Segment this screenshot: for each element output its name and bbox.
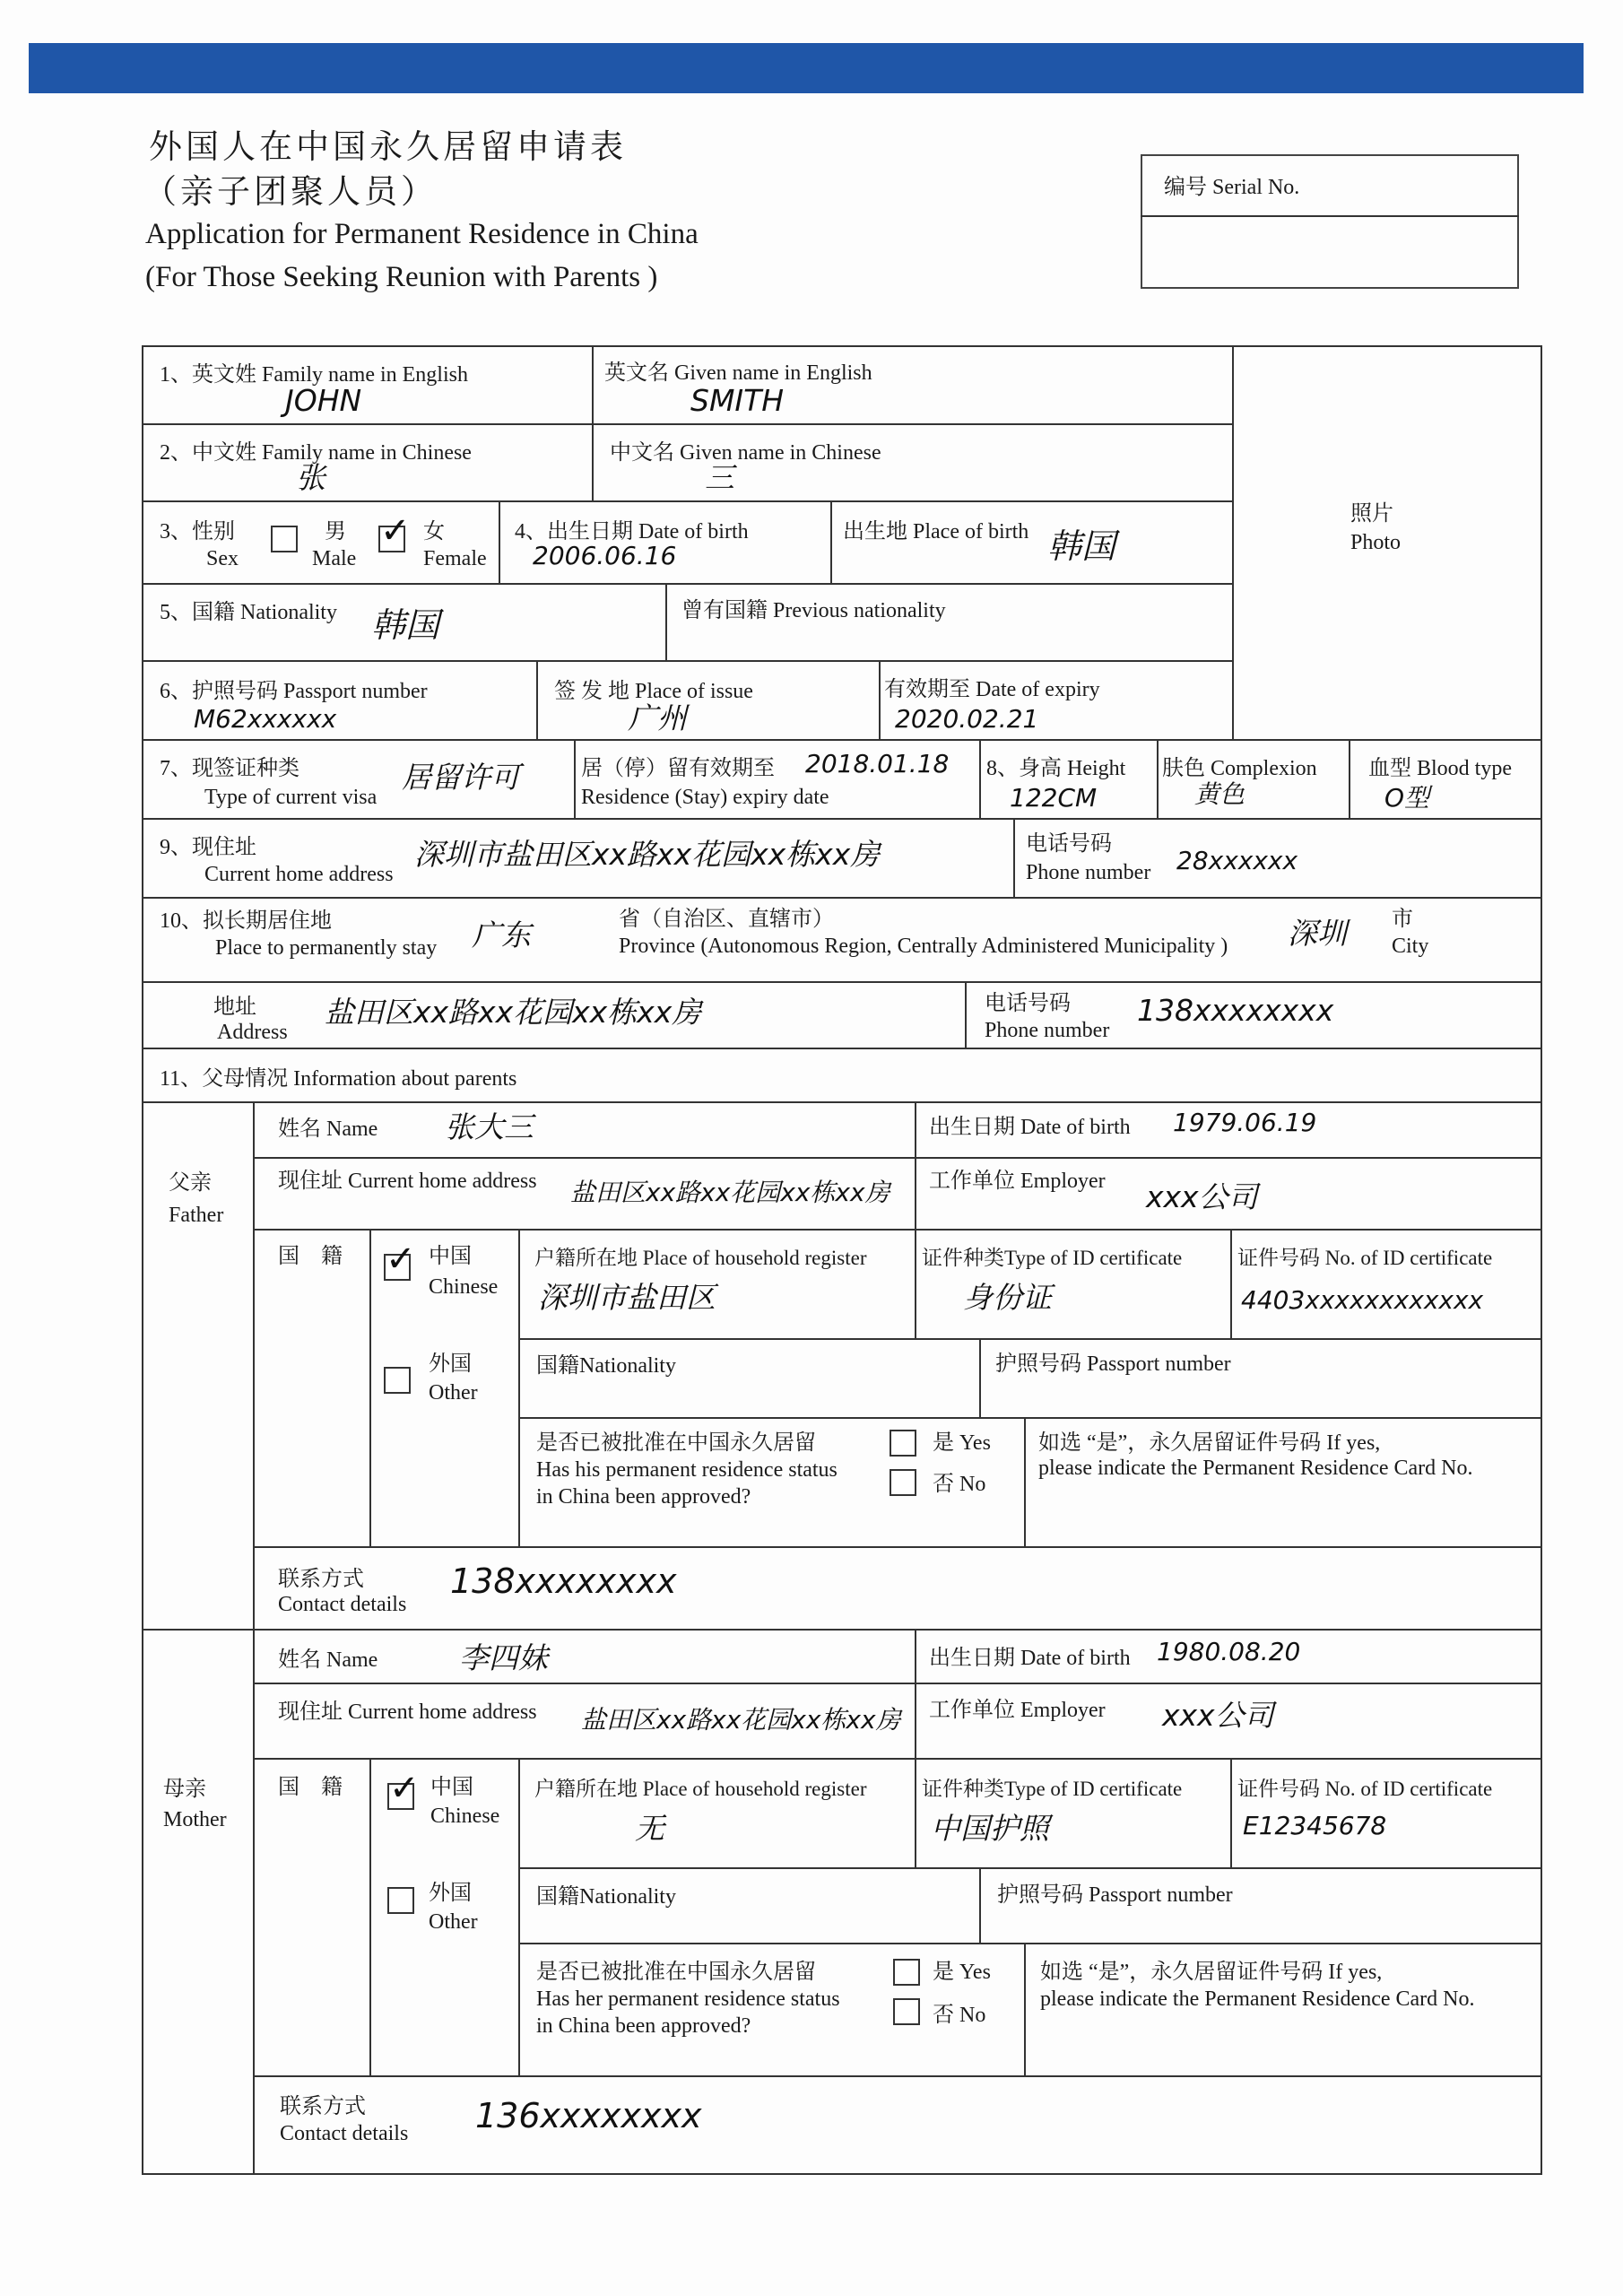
address-phone-value[interactable]: 138xxxxxxxx [1137, 993, 1334, 1028]
mother-id-type-label: 证件种类Type of ID certificate [922, 1778, 1183, 1800]
mother-employer-value[interactable]: xxx公司 [1162, 1698, 1274, 1733]
mother-dob-value[interactable]: 1980.08.20 [1157, 1637, 1301, 1666]
address-phone-label-en: Phone number [985, 1019, 1110, 1042]
form-subtitle-en: (For Those Seeking Reunion with Parents ) [145, 261, 658, 293]
father-other-label-cn: 外国 [429, 1352, 472, 1376]
form-title-en: Application for Permanent Residence in China [145, 218, 699, 250]
father-home-value[interactable]: 盐田区xx路xx花园xx栋xx房 [570, 1178, 890, 1207]
father-employer-label: 工作单位 Employer [929, 1170, 1106, 1193]
pob-value[interactable]: 韩国 [1047, 526, 1116, 566]
father-id-no-value[interactable]: 4403xxxxxxxxxxxx [1241, 1285, 1484, 1315]
province-label-cn: 省（自治区、直辖市） [619, 908, 834, 931]
mother-other-label-cn: 外国 [429, 1882, 472, 1905]
previous-nationality-label: 曾有国籍 Previous nationality [681, 599, 946, 622]
visa-type-label-cn: 7、现签证种类 [160, 757, 299, 780]
mother-label-cn: 母亲 [163, 1778, 206, 1801]
father-approved-no-checkbox[interactable] [890, 1469, 916, 1496]
height-label: 8、身高 Height [986, 757, 1126, 780]
residence-expiry-label-cn: 居（停）留有效期至 [581, 757, 775, 780]
father-contact-label-cn: 联系方式 [278, 1568, 364, 1591]
city-value[interactable]: 深圳 [1288, 916, 1347, 951]
male-checkbox[interactable] [271, 526, 298, 552]
place-of-issue-value[interactable]: 广州 [628, 700, 687, 735]
male-label-en: Male [312, 547, 357, 570]
family-name-cn-label: 2、中文姓 Family name in Chinese [160, 441, 472, 465]
mother-label-en: Mother [163, 1808, 227, 1831]
mother-approved-label-en2: in China been approved? [536, 2014, 751, 2038]
visa-type-label-en: Type of current visa [204, 786, 378, 809]
phone-label-cn: 电话号码 [1026, 832, 1112, 856]
dob-label: 4、出生日期 Date of birth [515, 520, 749, 544]
form-subtitle-cn: （亲子团聚人员） [143, 172, 438, 211]
given-name-en-value[interactable]: SMITH [690, 383, 785, 418]
father-approved-label-cn: 是否已被批准在中国永久居留 [536, 1431, 816, 1455]
father-other-label-en: Other [429, 1381, 478, 1405]
mother-id-no-label: 证件号码 No. of ID certificate [1237, 1778, 1493, 1800]
father-other-checkbox[interactable] [384, 1367, 411, 1394]
residence-expiry-label-en: Residence (Stay) expiry date [581, 786, 829, 809]
mother-ifyes-label-cn: 如选 “是”，永久居留证件号码 If yes, [1040, 1961, 1383, 1984]
mother-approved-label-en1: Has her permanent residence status [536, 1987, 840, 2011]
parents-section-label: 11、父母情况 Information about parents [160, 1067, 517, 1091]
sex-label-cn: 3、性别 [160, 520, 235, 544]
father-household-label: 户籍所在地 Place of household register [534, 1247, 867, 1269]
mother-no-label: 否 No [933, 2004, 986, 2027]
father-chinese-label-en: Chinese [429, 1275, 499, 1299]
home-address-value[interactable]: 深圳市盐田区xx路xx花园xx栋xx房 [414, 837, 881, 872]
complexion-label: 肤色 Complexion [1162, 757, 1317, 780]
address-label-en: Address [217, 1021, 288, 1044]
phone-value[interactable]: 28xxxxxx [1176, 846, 1298, 875]
home-address-label-cn: 9、现住址 [160, 836, 256, 859]
serial-number-label: 编号 Serial No. [1164, 176, 1300, 199]
province-value[interactable]: 广东 [472, 918, 531, 952]
mother-household-value[interactable]: 无 [635, 1811, 664, 1846]
complexion-value[interactable]: 黄色 [1194, 779, 1245, 809]
blood-type-value[interactable]: O型 [1384, 783, 1430, 813]
address-phone-label-cn: 电话号码 [985, 992, 1071, 1015]
sex-label-en: Sex [206, 547, 239, 570]
father-nationality-label: 国 籍 [278, 1245, 343, 1268]
father-approved-label-en2: in China been approved? [536, 1485, 751, 1509]
mother-id-no-value[interactable]: E12345678 [1243, 1811, 1387, 1840]
mother-home-value[interactable]: 盐田区xx路xx花园xx栋xx房 [581, 1705, 901, 1735]
mother-household-label: 户籍所在地 Place of household register [534, 1778, 867, 1800]
father-chinese-check-mark-icon: ✓ [386, 1239, 416, 1280]
mother-approved-label-cn: 是否已被批准在中国永久居留 [536, 1961, 816, 1984]
mother-ifyes-label-en: please indicate the Permanent Residence Card No. [1040, 1987, 1475, 2011]
nationality-label: 5、国籍 Nationality [160, 601, 337, 624]
mother-chinese-check-mark-icon: ✓ [389, 1768, 420, 1809]
father-name-label: 姓名 Name [278, 1118, 378, 1141]
father-yes-label: 是 Yes [933, 1431, 991, 1455]
mother-dob-label: 出生日期 Date of birth [929, 1647, 1131, 1670]
father-ifyes-label-en: please indicate the Permanent Residence Card No. [1038, 1457, 1473, 1480]
family-name-cn-value[interactable]: 张 [296, 460, 325, 495]
header-color-bar [29, 43, 1584, 93]
given-name-cn-value[interactable]: 三 [705, 460, 734, 495]
place-stay-label-en: Place to permanently stay [215, 936, 438, 960]
residence-expiry-value[interactable]: 2018.01.18 [805, 749, 950, 778]
father-label-en: Father [169, 1204, 224, 1227]
father-approved-label-en1: Has his permanent residence status [536, 1458, 838, 1482]
mother-name-label: 姓名 Name [278, 1648, 378, 1672]
father-passport-label: 护照号码 Passport number [995, 1352, 1231, 1376]
father-employer-value[interactable]: xxx公司 [1146, 1179, 1258, 1214]
father-nationality2-label: 国籍Nationality [536, 1354, 676, 1378]
address-value[interactable]: 盐田区xx路xx花园xx栋xx房 [325, 995, 702, 1030]
place-of-issue-label: 签 发 地 Place of issue [554, 680, 753, 703]
pob-label: 出生地 Place of birth [843, 520, 1029, 544]
father-id-type-label: 证件种类Type of ID certificate [922, 1247, 1183, 1269]
father-label-cn: 父亲 [169, 1171, 212, 1195]
phone-label-en: Phone number [1026, 861, 1151, 884]
father-dob-value[interactable]: 1979.06.19 [1173, 1108, 1317, 1137]
mother-chinese-label-cn: 中国 [430, 1776, 473, 1799]
father-contact-label-en: Contact details [278, 1593, 407, 1616]
province-label-en: Province (Autonomous Region, Centrally Administered Municipality ) [619, 935, 1228, 958]
passport-value[interactable]: M62xxxxxx [194, 704, 337, 734]
expiry-label: 有效期至 Date of expiry [884, 678, 1100, 701]
given-name-cn-label: 中文名 Given name in Chinese [610, 441, 881, 465]
mother-name-value[interactable]: 李四妹 [459, 1640, 548, 1675]
blood-type-label: 血型 Blood type [1368, 757, 1512, 780]
passport-label: 6、护照号码 Passport number [160, 680, 428, 703]
mother-contact-label-cn: 联系方式 [280, 2095, 366, 2118]
photo-label-cn: 照片 [1350, 502, 1393, 526]
nationality-value[interactable]: 韩国 [371, 605, 440, 645]
father-contact-value[interactable]: 138xxxxxxxx [450, 1561, 677, 1601]
mother-employer-label: 工作单位 Employer [929, 1699, 1106, 1722]
father-no-label: 否 No [933, 1473, 986, 1496]
address-label-cn: 地址 [213, 996, 256, 1019]
dob-value[interactable]: 2006.06.16 [533, 541, 677, 570]
height-value[interactable]: 122CM [1010, 783, 1098, 813]
father-id-no-label: 证件号码 No. of ID certificate [1237, 1247, 1493, 1269]
mother-home-label: 现住址 Current home address [278, 1700, 537, 1724]
family-name-en-label: 1、英文姓 Family name in English [160, 363, 468, 387]
visa-type-value[interactable]: 居留许可 [402, 760, 520, 795]
female-label-en: Female [423, 547, 487, 570]
mother-contact-value[interactable]: 136xxxxxxxx [475, 2096, 702, 2135]
mother-approved-yes-checkbox[interactable] [893, 1959, 920, 1986]
family-name-en-value[interactable]: JOHN [285, 383, 362, 418]
mother-contact-label-en: Contact details [280, 2122, 409, 2145]
mother-nationality-label: 国 籍 [278, 1776, 343, 1799]
mother-approved-no-checkbox[interactable] [893, 1998, 920, 2025]
father-chinese-label-cn: 中国 [429, 1245, 472, 1268]
father-home-label: 现住址 Current home address [278, 1170, 537, 1193]
mother-passport-label: 护照号码 Passport number [997, 1883, 1233, 1907]
father-id-type-value[interactable]: 身份证 [963, 1280, 1052, 1315]
father-ifyes-label-cn: 如选 “是”，永久居留证件号码 If yes, [1038, 1431, 1381, 1455]
female-label-cn: 女 [423, 520, 445, 544]
father-dob-label: 出生日期 Date of birth [929, 1116, 1131, 1139]
father-approved-yes-checkbox[interactable] [890, 1430, 916, 1457]
expiry-value[interactable]: 2020.02.21 [895, 704, 1039, 734]
mother-yes-label: 是 Yes [933, 1961, 991, 1984]
given-name-en-label: 英文名 Given name in English [604, 361, 872, 385]
male-label-cn: 男 [325, 520, 346, 544]
place-stay-label-cn: 10、拟长期居住地 [160, 909, 332, 933]
mother-id-type-value[interactable]: 中国护照 [931, 1811, 1049, 1846]
mother-nationality2-label: 国籍Nationality [536, 1885, 676, 1909]
mother-other-checkbox[interactable] [387, 1887, 414, 1914]
father-household-value[interactable]: 深圳市盐田区 [538, 1280, 716, 1315]
female-check-mark-icon: ✓ [380, 510, 411, 552]
city-label-en: City [1392, 935, 1429, 958]
city-label-cn: 市 [1392, 908, 1413, 931]
mother-other-label-en: Other [429, 1910, 478, 1934]
form-title-cn: 外国人在中国永久居留申请表 [149, 127, 627, 166]
serial-number-field[interactable] [1142, 219, 1517, 287]
father-name-value[interactable]: 张大三 [445, 1109, 534, 1144]
home-address-label-en: Current home address [204, 863, 394, 886]
mother-chinese-label-en: Chinese [430, 1805, 500, 1828]
photo-label-en: Photo [1350, 531, 1402, 554]
